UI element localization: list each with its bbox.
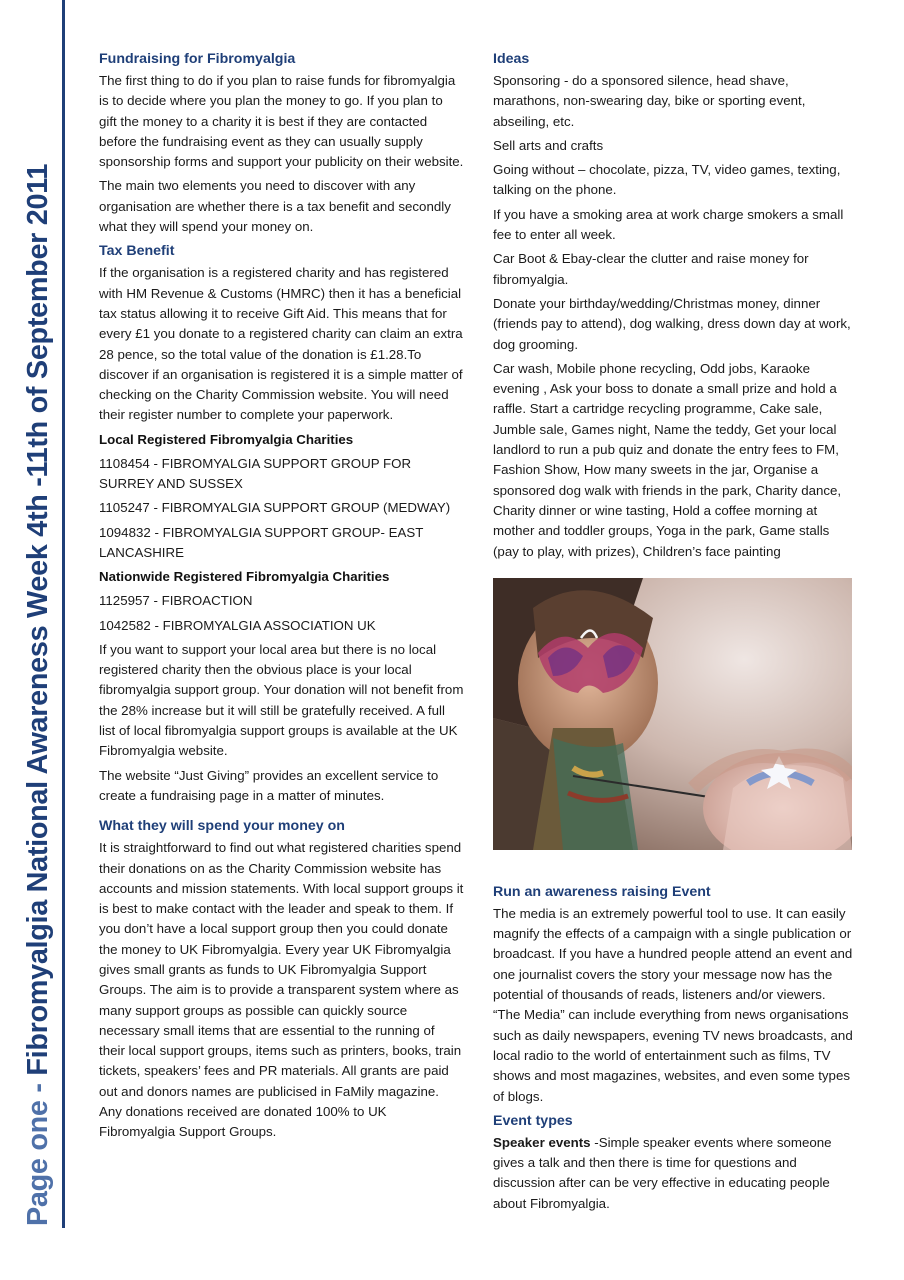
spend-paragraph: It is straightforward to find out what registered charities spend their donations on as the Charity Commission website has accounts and mission statements. With local support groups it is best to make contact with the leader and speak to them. If you don’t have a local support group then you could donate the money to UK Fibromyalgia. Every year UK Fibromyalgia gives small grants as funds to UK Fibromyalgia Support Groups. The aim is to provide a transparent system where as many support groups as possible can quickly source necessary small items that are essential to the running of their local support groups, items such as printers, books, train tickets, speakers’ fees and PR materials. All grants are paid out and donors names are publicised in FaMily magazine. Any donations received are donated 100% to UK Fibromyalgia Support Groups.: [99, 840, 464, 1140]
fundraising-paragraph-2: The main two elements you need to discover with any organisation are whether there is a tax benefit and secondly what they will spend your money on.: [99, 178, 451, 235]
awareness-paragraph: The media is an extremely powerful tool to use. It can easily magnify the effects of a campaign with a single publication or broadcast. If you have a hundred people attend an event and one journalist covers the story your message now has the potential of thousands of reads, listeners and/or viewers. “The Media” can include everything from news organisations such as daily newspapers, evening TV news broadcasts, and local radio to the world of entertainment such as films, TV shows and most magazines, websites, and even some types of blogs.: [493, 905, 853, 1104]
sidebar-title: [20, 164, 56, 1226]
spend-heading: What they will spend your money on: [99, 818, 345, 835]
event-types-heading: Event types: [493, 1112, 573, 1129]
ideas-arts-crafts: Sell arts and crafts: [493, 137, 604, 153]
ideas-donate-money: Donate your birthday/wedding/Christmas money, dinner (friends pay to attend), dog walking, dress down day at work, dog grooming.: [493, 295, 851, 352]
ideas-car-boot: Car Boot & Ebay-clear the clutter and raise money for fibromyalgia.: [493, 251, 809, 287]
event-title: Fibromyalgia National Awareness Week 4th -11th of September 2011: [22, 163, 54, 1076]
sidebar-rule: [62, 0, 65, 1228]
ideas-heading: Ideas: [493, 51, 530, 67]
list-item: 1125957 - FIBROACTION: [99, 593, 253, 609]
spend-section: [99, 816, 464, 1142]
fundraising-paragraph-1: The first thing to do if you plan to raise funds for fibromyalgia is to decide where you plan the money to go. If you plan to gift the money to a charity it is best if they are contacted before the fundraising event as they can usually supply sponsorship forms and support your publicity on their website.: [99, 73, 464, 170]
ideas-sponsoring: Sponsoring - do a sponsored silence, head shave, marathons, non-swearing day, bike or sporting event, abseiling, etc.: [493, 73, 806, 129]
awareness-heading: Run an awareness raising Event: [493, 883, 711, 900]
speaker-events-paragraph: [493, 1133, 855, 1214]
list-item: 1105247 - FIBROMYALGIA SUPPORT GROUP (MEDWAY): [99, 500, 451, 516]
local-support-paragraph: If you want to support your local area but there is no local registered charity then the obvious place is your local fibromyalgia support group. Your donation will not benefit from the 28% increase but it will still be gratefully received. A full list of local fibromyalgia support groups is available at the UK Fibromyalgia website.: [99, 641, 464, 759]
spacer: [493, 850, 855, 882]
face-painting-photo: [493, 578, 852, 850]
speaker-events-text: -Simple speaker events where someone gives a talk and then there is time for questions and discussion after can be very effective in educating people about Fibromyalgia.: [493, 1134, 832, 1211]
nationwide-charities-section: [99, 567, 464, 806]
fundraising-section: [99, 49, 464, 237]
tax-benefit-section: [99, 241, 464, 425]
right-column: [493, 49, 855, 1218]
ideas-going-without: Going without – chocolate, pizza, TV, video games, texting, talking on the phone.: [493, 162, 841, 198]
nationwide-charities-heading: Nationwide Registered Fibromyalgia Charities: [99, 569, 390, 585]
list-item: 1042582 - FIBROMYALGIA ASSOCIATION UK: [99, 617, 376, 633]
fundraising-heading: Fundraising for Fibromyalgia: [99, 51, 296, 67]
event-types-section: [493, 1111, 855, 1214]
face-painting-illustration: [493, 578, 852, 850]
local-charities-heading: Local Registered Fibromyalgia Charities: [99, 431, 354, 447]
speaker-events-label: Speaker events: [493, 1134, 591, 1150]
tax-benefit-paragraph: If the organisation is a registered charity and has registered with HM Revenue & Customs (HMRC) then it has a beneficial tax status allowing it to receive Gift Aid. This means that for every £1 you donate to a registered charity can claim an extra 28 pence, so the total value of the donation is £1.28.To discover if an organisation is registered it is a simple matter of checking on the Charity Commission website. You will need their register number to complete your paperwork.: [99, 265, 463, 423]
list-item: 1108454 - FIBROMYALGIA SUPPORT GROUP FOR SURREY AND SUSSEX: [99, 455, 412, 492]
awareness-section: [493, 882, 855, 1107]
local-charities-section: [99, 430, 464, 563]
tax-benefit-heading: Tax Benefit: [99, 243, 175, 260]
ideas-section: [493, 49, 855, 562]
left-column: [99, 49, 464, 1147]
list-item: 1094832 - FIBROMYALGIA SUPPORT GROUP- EAST LANCASHIRE: [99, 524, 424, 560]
page-label: Page one -: [22, 1083, 54, 1226]
ideas-smoking-area: If you have a smoking area at work charge smokers a small fee to enter all week.: [493, 206, 844, 243]
just-giving-paragraph: The website “Just Giving” provides an excellent service to create a fundraising page in a matter of minutes.: [99, 767, 439, 803]
ideas-more-list: Car wash, Mobile phone recycling, Odd jobs, Karaoke evening , Ask your boss to donate a small prize and hold a raffle. Start a cartridge recycling programme, Cake sale, Jumble sale, Games night, Name the teddy, Get your local landlord to run a pub quiz and donate the entry fees to FM, Fashion Show, How many sweets in the jar, Organise a sponsored dog walk with friends in the park, Charity dance, Charity dinner or wine tasting, Hold a coffee morning at mother and toddler groups, Yoga in the park, Game stalls (pay to play, with prizes), Children’s face painting: [493, 360, 842, 559]
